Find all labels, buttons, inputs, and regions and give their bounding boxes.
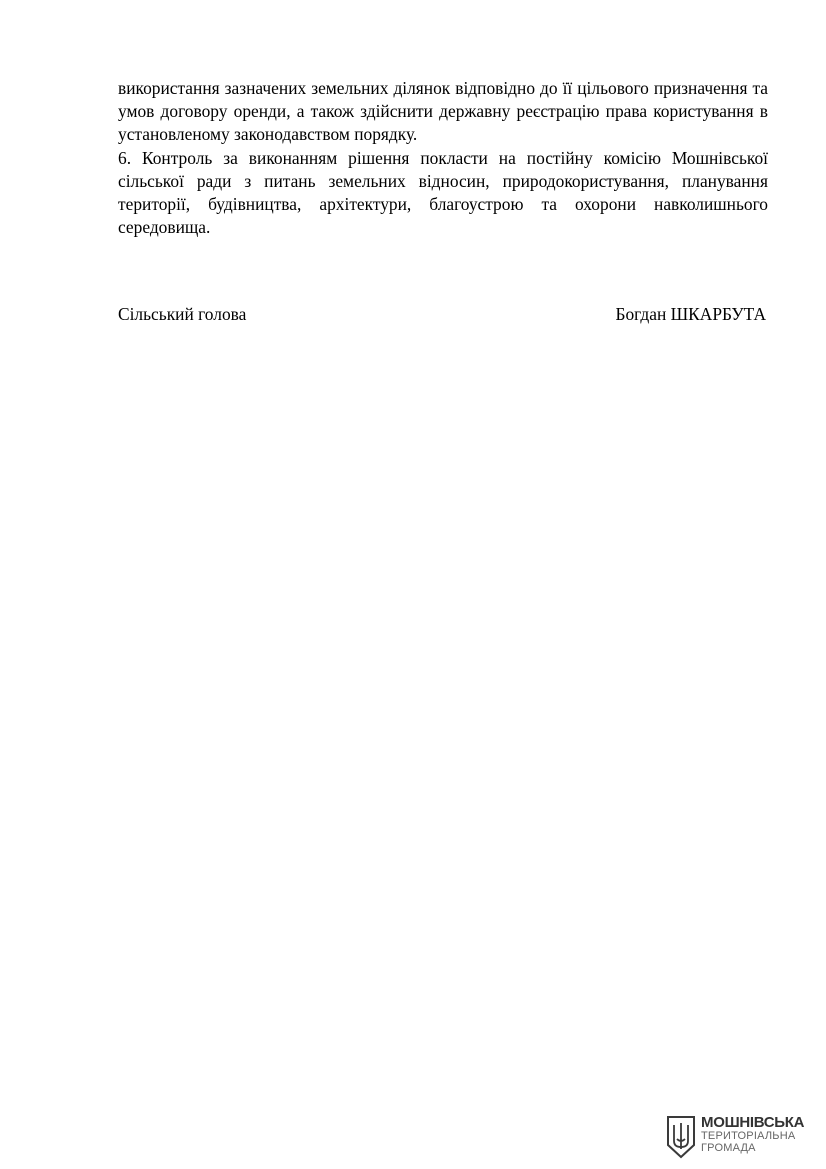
logo-subtitle-1: ТЕРИТОРІАЛЬНА: [701, 1130, 796, 1142]
signature-block: [118, 303, 766, 326]
signature-name: Богдан ШКАРБУТА: [615, 304, 766, 324]
logo-title: МОШНІВСЬКА: [701, 1114, 805, 1131]
paragraph-control-commission: 6. Контроль за виконанням рішення покласти на постійну комісію Мошнівської сільської ради з питань земельних відносин, природокористування, планування території, будівництва, архітектури, благоустрою та охорони навколишнього середовища.: [118, 147, 768, 238]
paragraph-land-use-registration: використання зазначених земельних ділянок відповідно до її цільового призначення та умов договору оренди, а також здійснити державну реєстрацію права користування в установленому законодавством порядку.: [118, 78, 768, 145]
logo-subtitle-2: ГРОМАДА: [701, 1142, 756, 1154]
trident-icon: [666, 1115, 696, 1159]
community-logo: [666, 1115, 816, 1161]
document-body: [118, 77, 768, 239]
signature-position: Сільський голова: [118, 304, 247, 324]
logo-text: [701, 1115, 804, 1154]
